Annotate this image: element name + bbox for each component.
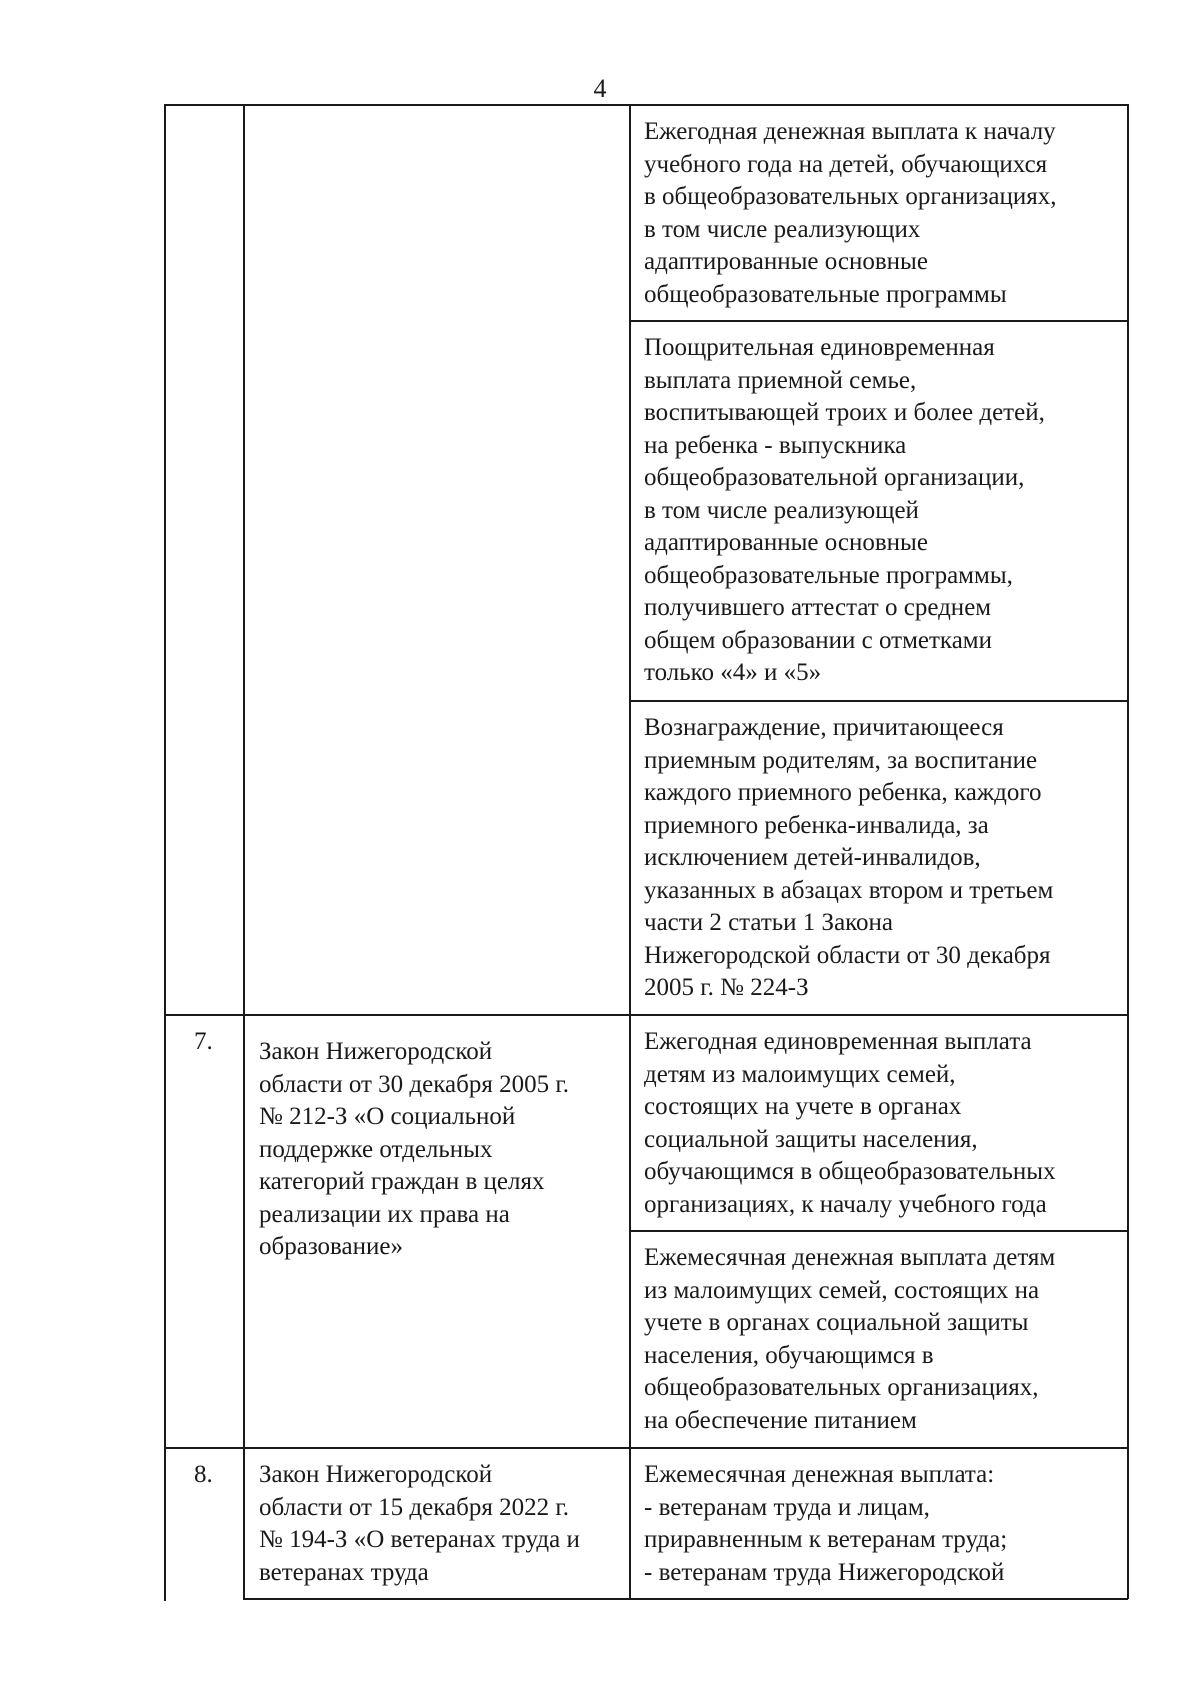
- payment-cell: Ежегодная единовременная выплата детям из малоимущих семей, состоящих на учете в органах социальной защиты населения, обучающимся в общеобразовательных организациях, к началу учебного года: [644, 1028, 1056, 1218]
- payment-cell: Поощрительная единовременная выплата приемной семье, воспитывающей троих и более детей, на ребенка - выпускника общеобразовательной организации, в том числе реализующей адаптированные основные общеобразовательные программы, получившего аттестат о среднем общем образовании с отметками только «4» и «5»: [644, 334, 1045, 686]
- page-number: 4: [593, 74, 607, 103]
- table-row: [630, 1016, 1127, 1221]
- law-cell: Закон Нижегородской области от 15 декабря 2022 г. № 194-З «О ветеранах труда и ветеранах труда: [259, 1461, 580, 1586]
- payment-cell: Ежемесячная денежная выплата детям из малоимущих семей, состоящих на учете в органах социальной защиты населения, обучающимся в общеобразовательных организациях, на обеспечение питанием: [644, 1244, 1056, 1434]
- table-border-bottom: [243, 1598, 1128, 1600]
- table-border-right: [1127, 104, 1129, 1599]
- payment-cell: Ежегодная денежная выплата к началу учебного года на детей, обучающихся в общеобразовательных организациях, в том числе реализующих адаптированные основные общеобразовательные программы: [644, 118, 1057, 308]
- column-divider: [243, 104, 245, 1599]
- table-row: [630, 1232, 1127, 1437]
- payment-cell: Ежемесячная денежная выплата: - ветеранам труда и лицам, приравненным к ветеранам труда; - ветеранам труда Нижегородской: [644, 1461, 1008, 1586]
- table-row: [630, 702, 1127, 1005]
- table-row: [630, 322, 1127, 690]
- row-number: 7.: [194, 1028, 213, 1055]
- table-border-left: [164, 104, 166, 1601]
- row-number: 8.: [194, 1461, 213, 1488]
- law-cell: Закон Нижегородской области от 30 декабря 2005 г. № 212-З «О социальной поддержке отдельных категорий граждан в целях реализации их права на образование»: [259, 1038, 569, 1260]
- table-row: [630, 1449, 1127, 1589]
- table-row: [630, 106, 1127, 311]
- payment-cell: Вознаграждение, причитающееся приемным родителям, за воспитание каждого приемного ребенка, каждого приемного ребенка-инвалида, за исключением детей-инвалидов, указанных в абзацах втором и третьем части 2 статьи 1 Закона Нижегородской области от 30 декабря 2005 г. № 224-З: [644, 714, 1054, 1001]
